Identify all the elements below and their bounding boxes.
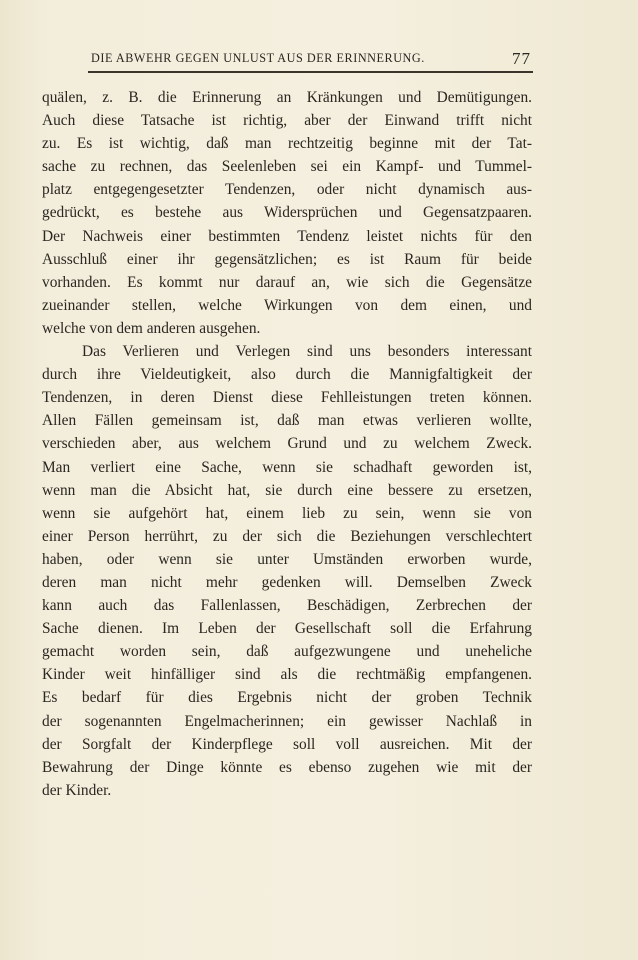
text-line: Der Nachweis einer bestimmten Tendenz leistet nichts für den: [42, 227, 532, 245]
text-line: sache zu rechnen, das Seelenleben sei ein Kampf- und Tummel-: [42, 158, 532, 176]
text-line: zu. Es ist wichtig, daß man rechtzeitig beginne mit der Tat-: [42, 135, 532, 153]
running-title: DIE ABWEHR GEGEN UNLUST AUS DER ERINNERUNG.: [91, 51, 425, 65]
header-rule: [88, 71, 533, 73]
running-head: [88, 49, 533, 71]
text-line: Es bedarf für dies Ergebnis nicht der groben Technik: [42, 689, 532, 707]
text-line: wenn man die Absicht hat, sie durch eine bessere zu ersetzen,: [42, 481, 532, 499]
text-line: deren man nicht mehr gedenken will. Demselben Zweck: [42, 573, 532, 591]
text-line: haben, oder wenn sie unter Umständen erworben wurde,: [42, 550, 532, 568]
text-line: Auch diese Tatsache ist richtig, aber der Einwand trifft nicht: [42, 112, 532, 130]
text-line: der sogenannten Engelmacherinnen; ein gewisser Nachlaß in: [42, 712, 532, 730]
text-line: platz entgegengesetzter Tendenzen, oder nicht dynamisch aus-: [42, 181, 532, 199]
text-line: Allen Fällen gemeinsam ist, daß man etwas verlieren wollte,: [42, 412, 532, 430]
text-line: Sache dienen. Im Leben der Gesellschaft soll die Erfahrung: [42, 620, 532, 638]
text-line: gedrückt, es bestehe aus Widersprüchen und Gegensatzpaaren.: [42, 204, 532, 222]
text-line: verschieden aber, aus welchem Grund und zu welchem Zweck.: [42, 435, 532, 453]
text-line: wenn sie aufgehört hat, einem lieb zu sein, wenn sie von: [42, 504, 532, 522]
text-line: Bewahrung der Dinge könnte es ebenso zugehen wie mit der: [42, 758, 532, 776]
text-line: einer Person herrührt, zu der sich die Beziehungen verschlechtert: [42, 527, 532, 545]
body-text: [42, 86, 532, 802]
text-line: Kinder weit hinfälliger sind als die rechtmäßig empfangenen.: [42, 666, 532, 684]
text-line: zueinander stellen, welche Wirkungen von dem einen, und: [42, 296, 532, 314]
text-line: Das Verlieren und Verlegen sind uns besonders interessant: [82, 343, 532, 361]
text-line: Tendenzen, in deren Dienst diese Fehlleistungen treten können.: [42, 389, 532, 407]
text-line: durch ihre Vieldeutigkeit, also durch die Mannigfaltigkeit der: [42, 366, 532, 384]
text-line: der Sorgfalt der Kinderpflege soll voll ausreichen. Mit der: [42, 735, 532, 753]
text-line: welche von dem anderen ausgehen.: [42, 319, 261, 337]
text-line: vorhanden. Es kommt nur darauf an, wie sich die Gegensätze: [42, 273, 532, 291]
page-number: 77: [512, 49, 531, 68]
text-line: Man verliert eine Sache, wenn sie schadhaft geworden ist,: [42, 458, 532, 476]
text-line: gemacht worden sein, daß aufgezwungene und uneheliche: [42, 643, 532, 661]
text-line: quälen, z. B. die Erinnerung an Kränkungen und Demütigungen.: [42, 89, 532, 106]
text-line: Ausschluß einer ihr gegensätzlichen; es ist Raum für beide: [42, 250, 532, 268]
text-line: kann auch das Fallenlassen, Beschädigen, Zerbrechen der: [42, 597, 532, 615]
text-line: der Kinder.: [42, 781, 112, 799]
